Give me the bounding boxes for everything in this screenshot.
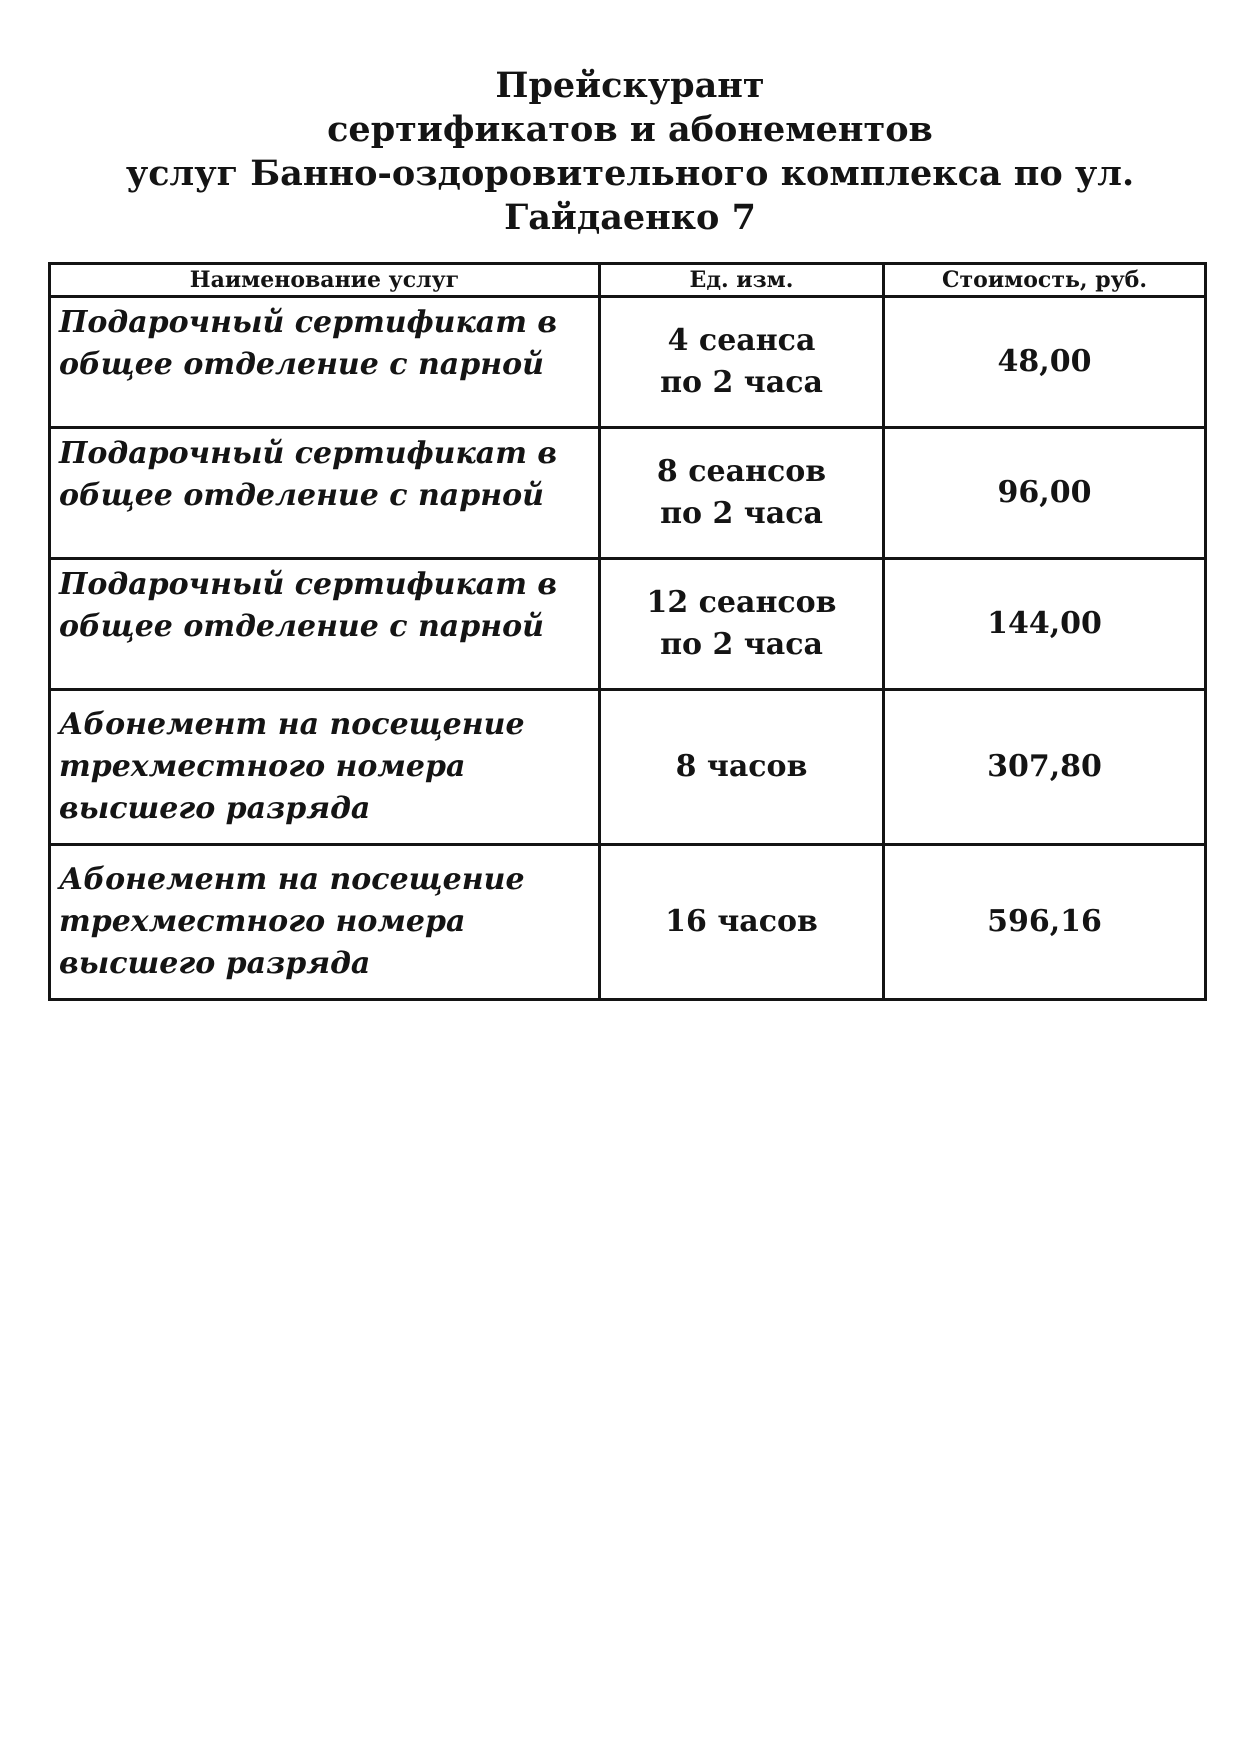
title-line-4: Гайдаенко 7	[504, 197, 756, 238]
title-line-2: сертификатов и абонементов	[327, 109, 933, 150]
unit-line: по 2 часа	[660, 365, 823, 400]
table-row	[50, 559, 1206, 690]
header-unit: Ед. изм.	[600, 264, 884, 297]
service-name: Абонемент на посещение трехместного номера высшего разряда	[50, 845, 600, 1000]
unit-cell	[600, 428, 884, 559]
title-line-1: Прейскурант	[495, 65, 765, 106]
document-title	[40, 64, 1220, 240]
unit-cell: 16 часов	[600, 845, 884, 1000]
price-table	[48, 262, 1207, 1001]
table-row	[50, 428, 1206, 559]
table-row	[50, 690, 1206, 845]
service-name: Абонемент на посещение трехместного номера высшего разряда	[50, 690, 600, 845]
price-value: 96,00	[884, 428, 1206, 559]
unit-line: 8 сеансов	[656, 454, 827, 489]
header-price: Стоимость, руб.	[884, 264, 1206, 297]
price-value: 307,80	[884, 690, 1206, 845]
header-service-name: Наименование услуг	[50, 264, 600, 297]
unit-line: по 2 часа	[660, 496, 823, 531]
unit-cell	[600, 297, 884, 428]
table-row	[50, 297, 1206, 428]
service-name: Подарочный сертификат в общее отделение с парной	[50, 428, 600, 559]
service-name: Подарочный сертификат в общее отделение с парной	[50, 297, 600, 428]
table-row	[50, 845, 1206, 1000]
unit-line: 12 сеансов	[646, 585, 837, 620]
unit-line: по 2 часа	[660, 627, 823, 662]
unit-cell	[600, 559, 884, 690]
unit-line: 4 сеанса	[667, 323, 816, 358]
unit-cell: 8 часов	[600, 690, 884, 845]
table-header-row	[50, 264, 1206, 297]
price-value: 144,00	[884, 559, 1206, 690]
service-name: Подарочный сертификат в общее отделение с парной	[50, 559, 600, 690]
title-line-3: услуг Банно-оздоровительного комплекса по ул.	[125, 153, 1135, 194]
price-value: 48,00	[884, 297, 1206, 428]
price-value: 596,16	[884, 845, 1206, 1000]
